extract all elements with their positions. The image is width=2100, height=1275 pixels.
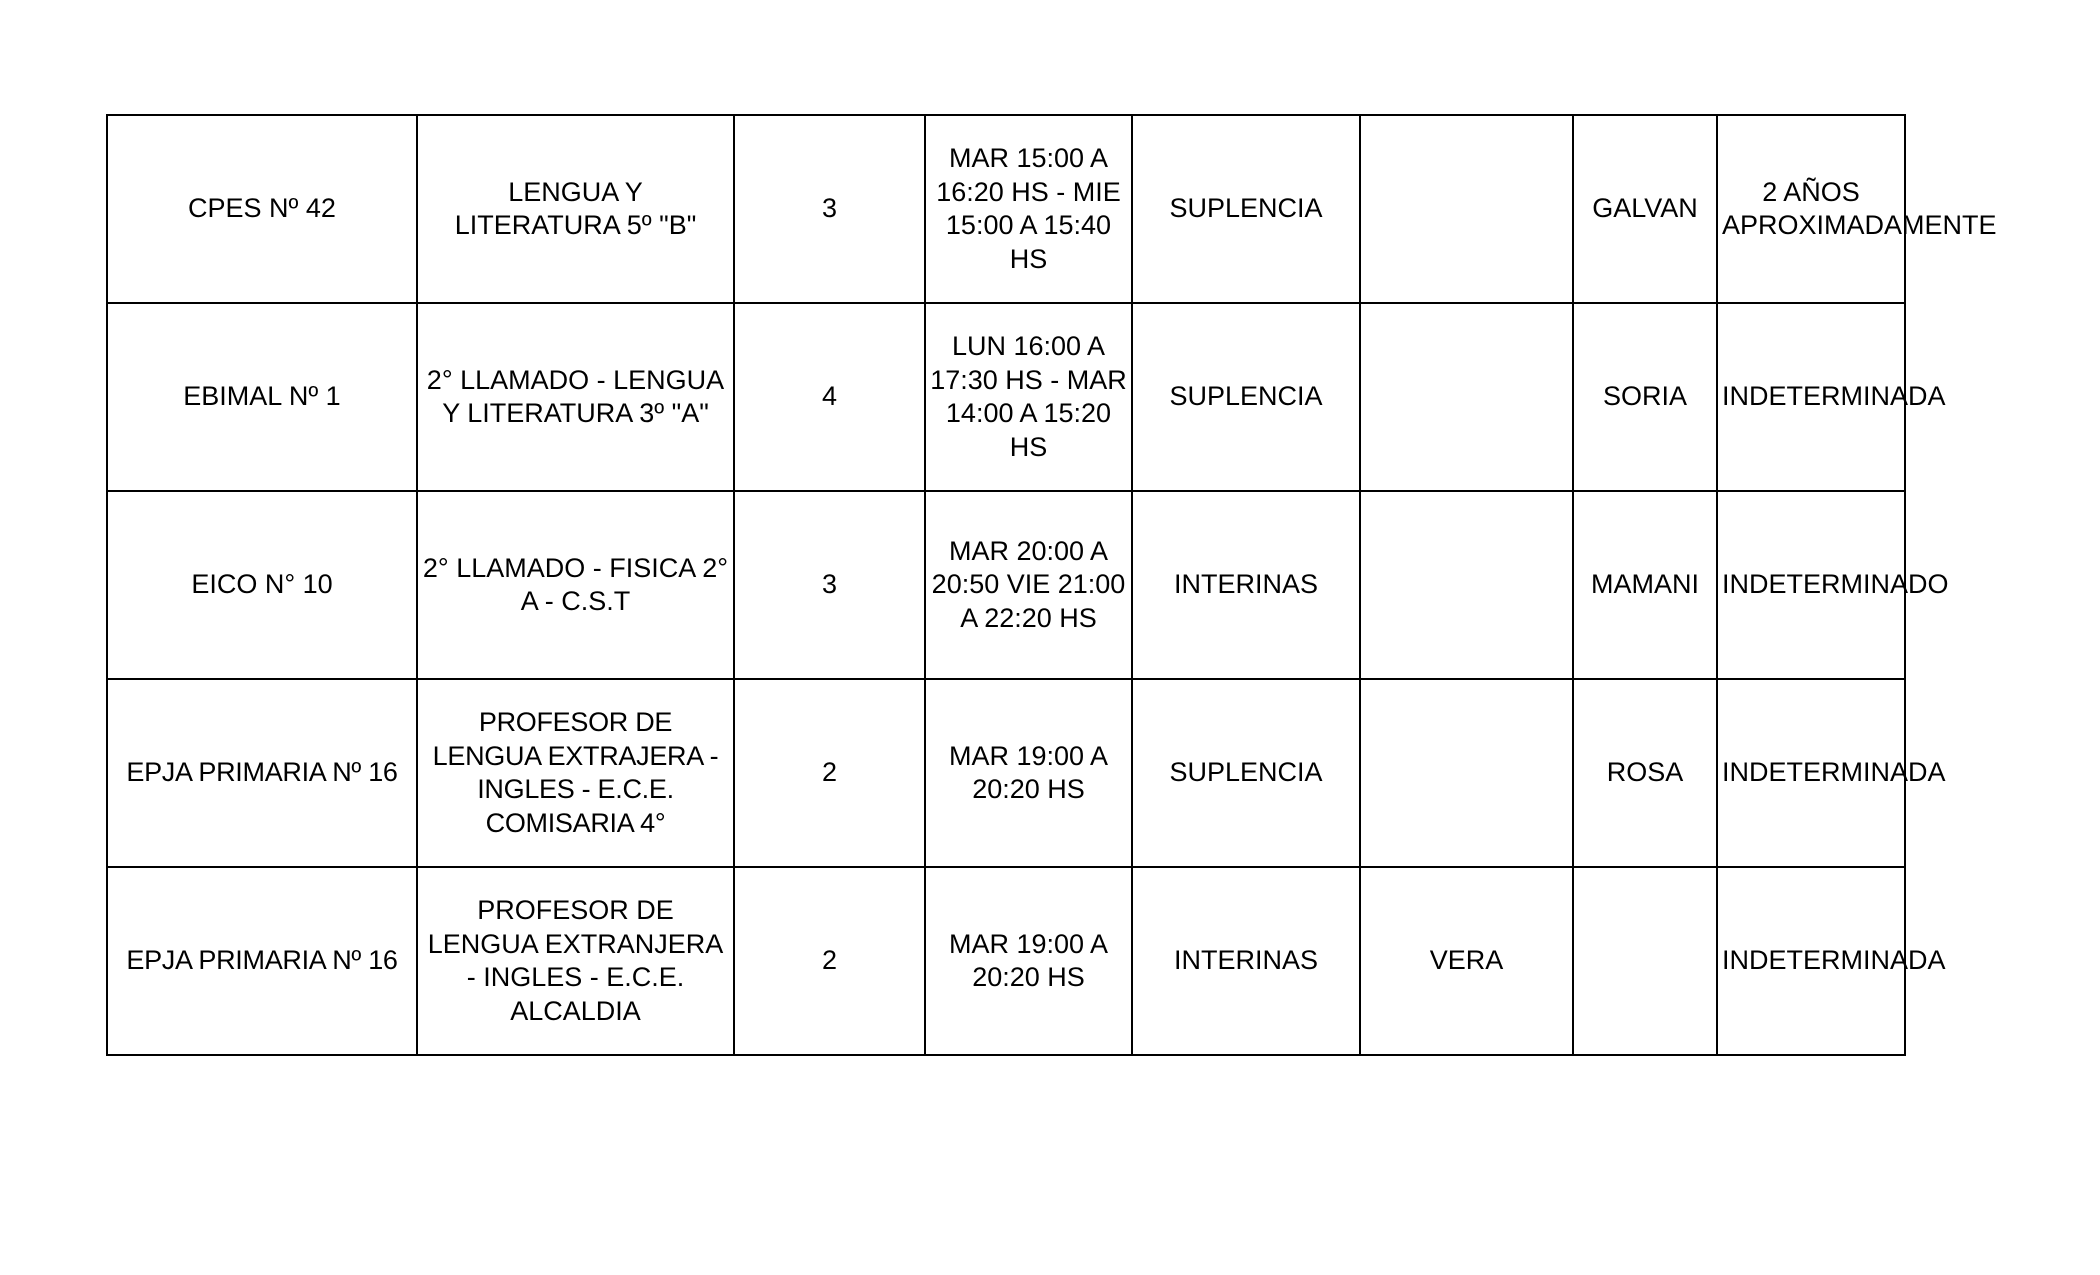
duration-cell: 2 AÑOS APROXIMADAMENTE (1717, 115, 1905, 303)
subject-cell: LENGUA Y LITERATURA 5º "B" (417, 115, 734, 303)
duration-cell: INDETERMINADA (1717, 867, 1905, 1055)
position-type-cell: SUPLENCIA (1132, 115, 1360, 303)
subject-cell: 2° LLAMADO - FISICA 2° A - C.S.T (417, 491, 734, 679)
school-cell: EPJA PRIMARIA Nº 16 (107, 679, 417, 867)
replaced-teacher-cell: SORIA (1573, 303, 1717, 491)
replaced-teacher-cell: GALVAN (1573, 115, 1717, 303)
teacher-cell (1360, 115, 1573, 303)
school-cell: CPES Nº 42 (107, 115, 417, 303)
duration-cell: INDETERMINADA (1717, 303, 1905, 491)
hours-cell: 2 (734, 867, 925, 1055)
subject-cell: 2° LLAMADO - LENGUA Y LITERATURA 3º "A" (417, 303, 734, 491)
replaced-teacher-cell (1573, 867, 1717, 1055)
duration-cell: INDETERMINADO (1717, 491, 1905, 679)
teacher-cell: VERA (1360, 867, 1573, 1055)
table-row (107, 303, 1905, 491)
subject-cell: PROFESOR DE LENGUA EXTRANJERA - INGLES - E.C.E. ALCALDIA (417, 867, 734, 1055)
schedule-cell: MAR 20:00 A 20:50 VIE 21:00 A 22:20 HS (925, 491, 1132, 679)
position-type-cell: INTERINAS (1132, 491, 1360, 679)
hours-cell: 2 (734, 679, 925, 867)
schedule-cell: MAR 15:00 A 16:20 HS - MIE 15:00 A 15:40 HS (925, 115, 1132, 303)
school-cell: EPJA PRIMARIA Nº 16 (107, 867, 417, 1055)
table-row (107, 867, 1905, 1055)
replaced-teacher-cell: MAMANI (1573, 491, 1717, 679)
school-cell: EBIMAL Nº 1 (107, 303, 417, 491)
teacher-cell (1360, 679, 1573, 867)
hours-cell: 3 (734, 491, 925, 679)
teacher-cell (1360, 491, 1573, 679)
position-type-cell: SUPLENCIA (1132, 303, 1360, 491)
hours-cell: 3 (734, 115, 925, 303)
table-row (107, 679, 1905, 867)
duration-cell: INDETERMINADA (1717, 679, 1905, 867)
school-cell: EICO N° 10 (107, 491, 417, 679)
schedule-cell: MAR 19:00 A 20:20 HS (925, 679, 1132, 867)
table-row (107, 491, 1905, 679)
schedule-cell: MAR 19:00 A 20:20 HS (925, 867, 1132, 1055)
hours-cell: 4 (734, 303, 925, 491)
vacancies-table (106, 114, 1997, 1056)
schedule-cell: LUN 16:00 A 17:30 HS - MAR 14:00 A 15:20 HS (925, 303, 1132, 491)
replaced-teacher-cell: ROSA (1573, 679, 1717, 867)
subject-cell: PROFESOR DE LENGUA EXTRAJERA - INGLES - E.C.E. COMISARIA 4° (417, 679, 734, 867)
position-type-cell: SUPLENCIA (1132, 679, 1360, 867)
table-row (107, 115, 1905, 303)
position-type-cell: INTERINAS (1132, 867, 1360, 1055)
teacher-cell (1360, 303, 1573, 491)
